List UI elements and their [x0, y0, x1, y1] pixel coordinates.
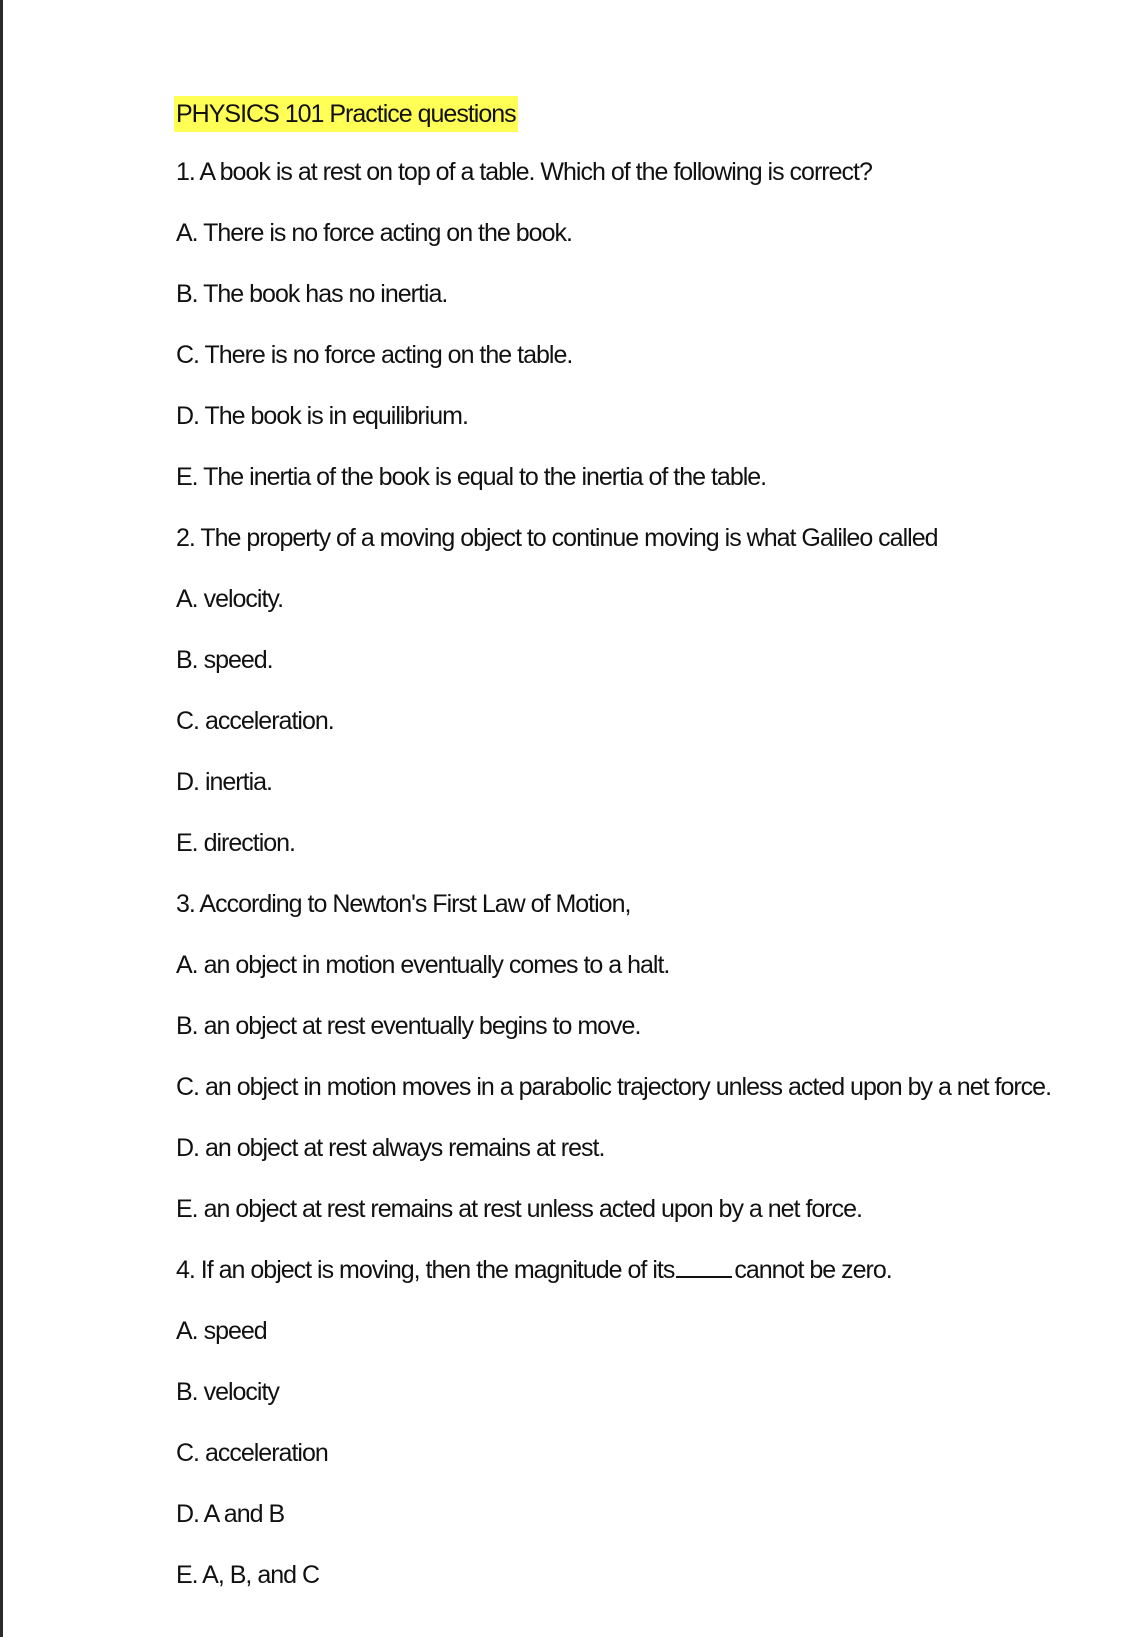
question-2-option-a: A. velocity. [176, 585, 284, 613]
question-1-option-d: D. The book is in equilibrium. [176, 402, 468, 430]
question-4-stem-start: 4. If an object is moving, then the magnitude of its [176, 1256, 675, 1284]
question-4-stem [176, 1253, 1116, 1287]
question-3-option-d: D. an object at rest always remains at rest. [176, 1134, 605, 1162]
question-4-option-d: D. A and B [176, 1500, 285, 1528]
question-1-option-b: B. The book has no inertia. [176, 280, 448, 308]
question-2-stem: 2. The property of a moving object to continue moving is what Galileo called [176, 524, 938, 552]
question-4-stem-end: cannot be zero. [734, 1256, 892, 1284]
question-3-option-e: E. an object at rest remains at rest unless acted upon by a net force. [176, 1195, 862, 1223]
question-2-option-b: B. speed. [176, 646, 273, 674]
question-4-option-b: B. velocity [176, 1378, 279, 1406]
question-1-option-c: C. There is no force acting on the table. [176, 341, 573, 369]
document-content [176, 96, 1116, 1592]
question-4-option-e: E. A, B, and C [176, 1561, 320, 1589]
page-title: PHYSICS 101 Practice questions [174, 96, 518, 132]
question-1-option-e: E. The inertia of the book is equal to the inertia of the table. [176, 463, 767, 491]
fill-in-blank [676, 1254, 732, 1278]
question-2-option-d: D. inertia. [176, 768, 272, 796]
page-left-border [0, 0, 3, 1637]
question-1-stem: 1. A book is at rest on top of a table. Which of the following is correct? [176, 158, 872, 186]
question-3-option-a: A. an object in motion eventually comes to a halt. [176, 951, 670, 979]
question-3-stem: 3. According to Newton's First Law of Motion, [176, 890, 631, 918]
question-2-option-e: E. direction. [176, 829, 296, 857]
question-2-option-c: C. acceleration. [176, 707, 334, 735]
question-3-option-b: B. an object at rest eventually begins to move. [176, 1012, 641, 1040]
question-1-option-a: A. There is no force acting on the book. [176, 219, 572, 247]
question-3-option-c: C. an object in motion moves in a parabolic trajectory unless acted upon by a net force. [176, 1073, 1052, 1101]
question-4-option-a: A. speed [176, 1317, 267, 1345]
question-4-option-c: C. acceleration [176, 1439, 328, 1467]
